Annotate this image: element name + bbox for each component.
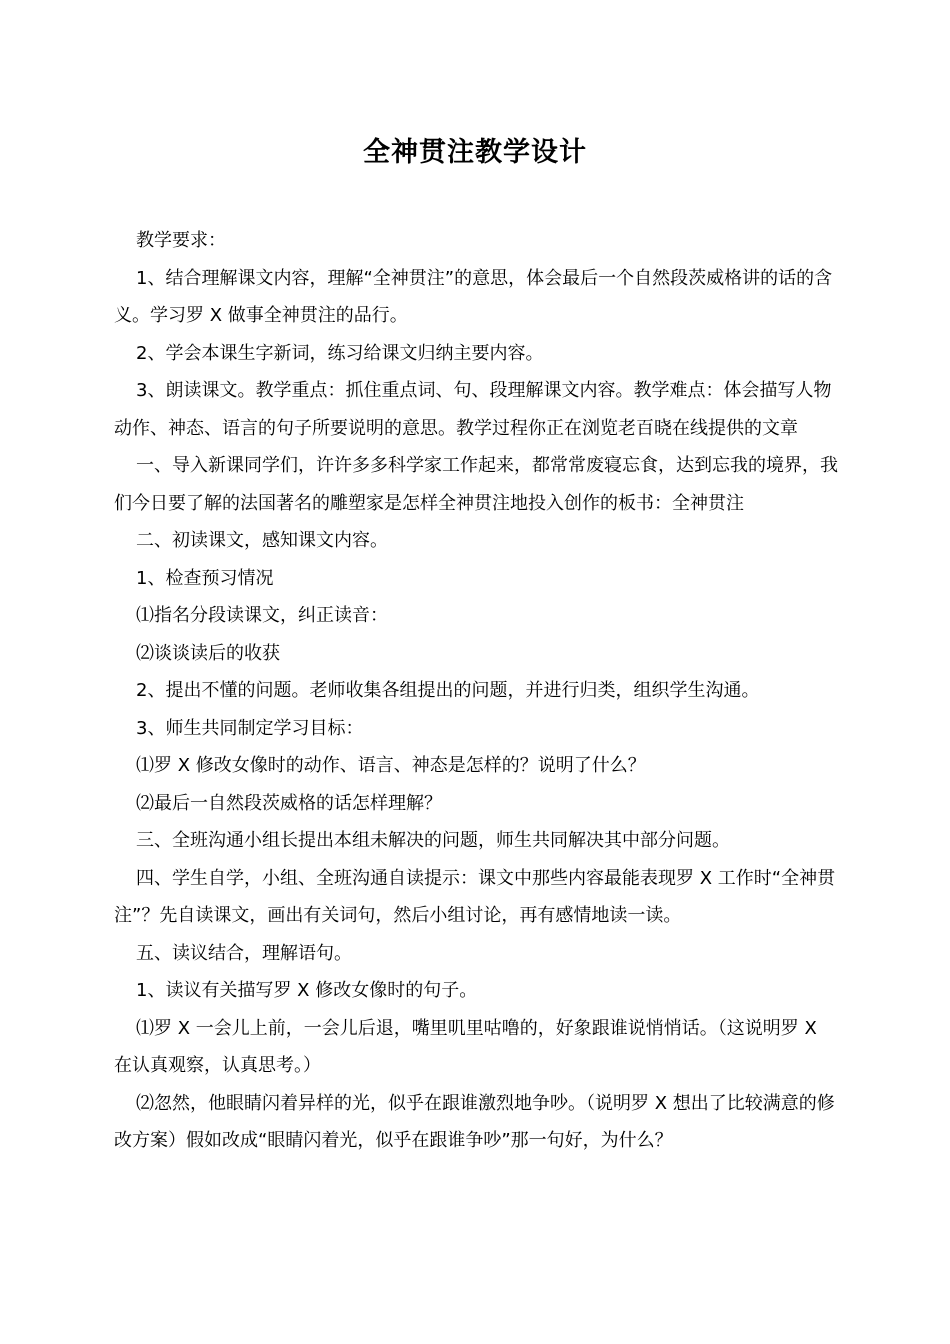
paragraph: 1、检查预习情况 (136, 567, 274, 589)
paragraph: ⑵忽然，他眼睛闪着异样的光，似乎在跟谁激烈地争吵。（说明罗 X 想出了比较满意的修改方案）假如改成“眼睛闪着光，似乎在跟谁争吵”那一句好，为什么？ (114, 1092, 835, 1151)
paragraph: 一、导入新课同学们，许许多多科学家工作起来，都常常废寝忘食，达到忘我的境界，我们今日要了解的法国著名的雕塑家是怎样全神贯注地投入创作的板书：全神贯注 (114, 455, 838, 514)
paragraph: ⑵谈谈读后的收获 (136, 642, 280, 664)
paragraph: 教学要求： (136, 230, 226, 251)
paragraph: ⑴罗 X 一会儿上前，一会儿后退，嘴里叽里咕噜的，好象跟谁说悄悄话。（这说明罗 X 在认真观察，认真思考。） (114, 1017, 817, 1076)
paragraph: 二、初读课文，感知课文内容。 (136, 530, 388, 551)
paragraph: 2、提出不懂的问题。老师收集各组提出的问题，并进行归类，组织学生沟通。 (136, 680, 760, 701)
paragraph: ⑴罗 X 修改女像时的动作、语言、神态是怎样的？说明了什么？ (136, 755, 646, 776)
paragraph: 三、全班沟通小组长提出本组未解决的问题，师生共同解决其中部分问题。 (136, 830, 730, 851)
paragraph: ⑴指名分段读课文，纠正读音： (136, 605, 388, 626)
paragraph: 1、读议有关描写罗 X 修改女像时的句子。 (136, 980, 478, 1001)
paragraph: 1、结合理解课文内容，理解“全神贯注”的意思，体会最后一个自然段茨威格讲的话的含义。学习罗 X 做事全神贯注的品行。 (114, 267, 833, 326)
document-title: 全神贯注教学设计 (363, 137, 587, 168)
paragraph: 3、师生共同制定学习目标： (136, 717, 364, 739)
paragraph: ⑵最后一自然段茨威格的话怎样理解？ (136, 792, 442, 814)
document-body (114, 222, 838, 1160)
paragraph: 3、朗读课文。教学重点：抓住重点词、句、段理解课文内容。教学难点：体会描写人物动作、神态、语言的句子所要说明的意思。教学过程你正在浏览老百晓在线提供的文章 (114, 380, 832, 439)
paragraph: 四、学生自学，小组、全班沟通自读提示：课文中那些内容最能表现罗 X 工作时“全神贯注”？先自读课文，画出有关词句，然后小组讨论，再有感情地读一读。 (114, 867, 836, 926)
paragraph: 五、读议结合，理解语句。 (136, 942, 352, 964)
paragraph: 2、学会本课生字新词，练习给课文归纳主要内容。 (136, 342, 544, 364)
